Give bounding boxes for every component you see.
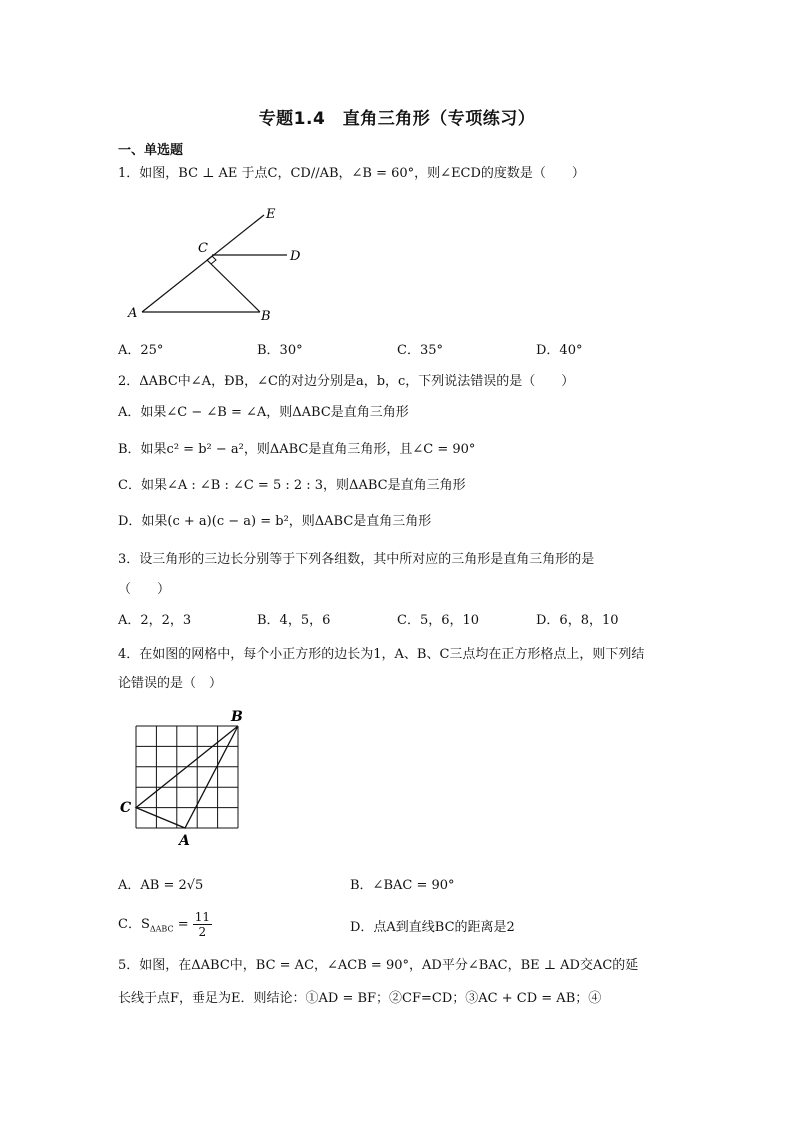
q4-option-c-prefix: C．S [118,917,150,932]
label-A: A [179,833,190,848]
q4-stem-line1: 4．在如图的网格中，每个小正方形的边长为1，A、B、C三点均在正方形格点上，则下列结 [118,647,645,662]
triangle-ABC [136,726,238,828]
q2-stem: 2．ΔABC中∠A，ÐB，∠C的对边分别是a，b，c，下列说法错误的是（ ） [118,374,575,389]
label-C: C [120,800,132,816]
label-E: E [266,207,276,222]
q4-option-b: B．∠BAC = 90° [350,878,455,893]
q3-option-a: A．2，2，3 [118,613,192,628]
q4-option-c-subscript: ΔABC [149,924,174,934]
q4-option-c-fraction [193,910,212,939]
q2-option-c: C．如果∠A : ∠B : ∠C = 5 : 2 : 3，则ΔABC是直角三角形 [118,478,466,493]
fraction-numerator: 11 [194,910,211,924]
line-CB [207,260,260,312]
q4-grid-figure [118,706,248,848]
fraction-denominator: 2 [198,925,207,939]
q4-option-d: D．点A到直线BC的距离是2 [350,920,515,935]
q1-stem: 1．如图，BC ⊥ AE 于点C，CD//AB，∠B = 60°，则∠ECD的度数是（ ） [118,166,585,181]
q3-option-d: D．6，8，10 [536,613,619,628]
q3-stem-line2: （ ） [118,582,171,597]
q5-line1: 5．如图，在ΔABC中，BC = AC，∠ACB = 90°，AD平分∠BAC，BE ⊥ AD交AC的延 [118,958,639,973]
q2-option-b: B．如果c² = b² − a²，则ΔABC是直角三角形，且∠C = 90° [118,442,476,457]
label-B: B [231,709,243,725]
q1-option-d: D．40° [536,343,583,358]
section-heading: 一、单选题 [118,143,184,158]
q3-option-c: C．5，6，10 [397,613,480,628]
label-B: B [261,309,271,324]
q5-line2: 长线于点F，垂足为E．则结论：①AD = BF；②CF=CD；③AC + CD = AB；④ [118,991,602,1006]
q4-option-a: A．AB = 2√5 [118,878,204,893]
grid [136,726,238,828]
q1-option-c: C．35° [397,343,443,358]
q1-option-a: A．25° [118,343,164,358]
q4-stem-line2: 论错误的是（ ） [118,676,223,691]
q3-stem-line1: 3．设三角形的三边长分别等于下列各组数，其中所对应的三角形是直角三角形的是 [118,552,595,567]
q2-option-a: A．如果∠C − ∠B = ∠A，则ΔABC是直角三角形 [118,405,409,420]
q4-option-c-equals: = [173,917,193,932]
page-title: 专题1.4 直角三角形（专项练习） [258,109,536,129]
q1-option-b: B．30° [257,343,303,358]
label-D: D [290,249,301,264]
label-A: A [128,306,138,321]
q2-option-d: D．如果(c + a)(c − a) = b²，则ΔABC是直角三角形 [118,514,432,529]
q4-option-c [118,910,212,939]
label-C: C [198,241,208,256]
q3-option-b: B．4，5，6 [257,613,331,628]
q1-figure [124,200,314,325]
